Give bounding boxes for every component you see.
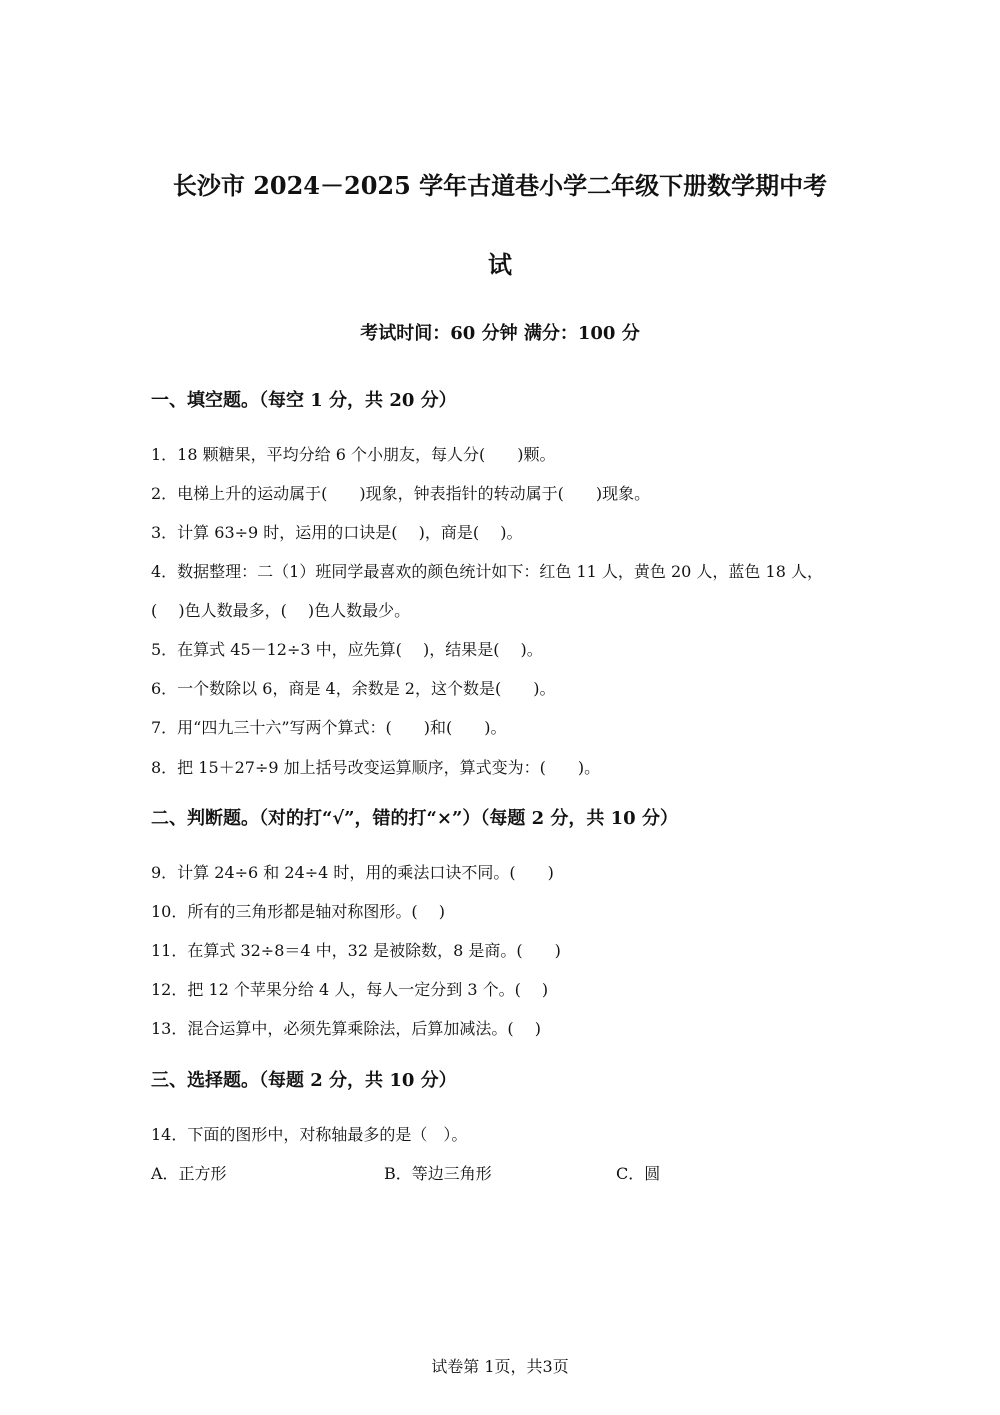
question-4-continued: ( )色人数最多，( )色人数最少。 bbox=[151, 601, 411, 620]
question-1: 1．18 颗糖果，平均分给 6 个小朋友，每人分( )颗。 bbox=[151, 445, 556, 464]
exam-title-line1: 长沙市 2024－2025 学年古道巷小学二年级下册数学期中考 bbox=[172, 171, 828, 200]
section-heading-true-false: 二、判断题。（对的打“√”，错的打“×”）（每题 2 分，共 10 分） bbox=[151, 808, 678, 829]
question-10: 10．所有的三角形都是轴对称图形。( ) bbox=[151, 902, 445, 921]
option-c: C．圆 bbox=[616, 1164, 661, 1183]
question-7: 7．用“四九三十六”写两个算式：( )和( )。 bbox=[151, 718, 507, 737]
page-footer: 试卷第 1页，共3页 bbox=[431, 1357, 569, 1376]
question-8: 8．把 15＋27÷9 加上括号改变运算顺序，算式变为：( )。 bbox=[151, 758, 601, 777]
question-9: 9．计算 24÷6 和 24÷4 时，用的乘法口诀不同。( ) bbox=[151, 863, 554, 882]
question-14: 14．下面的图形中，对称轴最多的是（ ）。 bbox=[151, 1125, 468, 1144]
question-12: 12．把 12 个苹果分给 4 人，每人一定分到 3 个。( ) bbox=[151, 980, 549, 999]
section-heading-multiple-choice: 三、选择题。（每题 2 分，共 10 分） bbox=[151, 1070, 457, 1091]
option-b: B．等边三角形 bbox=[384, 1164, 492, 1183]
question-4: 4．数据整理：二（1）班同学最喜欢的颜色统计如下：红色 11 人，黄色 20 人，蓝色 18 人， bbox=[151, 562, 823, 581]
exam-title-line2: 试 bbox=[488, 250, 512, 279]
question-11: 11．在算式 32÷8＝4 中，32 是被除数，8 是商。( ) bbox=[151, 941, 561, 960]
exam-subtitle: 考试时间：60 分钟 满分：100 分 bbox=[360, 323, 640, 344]
option-a: A．正方形 bbox=[151, 1164, 227, 1183]
question-2: 2．电梯上升的运动属于( )现象，钟表指针的转动属于( )现象。 bbox=[151, 484, 651, 503]
question-6: 6．一个数除以 6，商是 4，余数是 2，这个数是( )。 bbox=[151, 679, 556, 698]
question-13: 13．混合运算中，必须先算乘除法，后算加减法。( ) bbox=[151, 1019, 541, 1038]
question-3: 3．计算 63÷9 时，运用的口诀是( )，商是( )。 bbox=[151, 523, 523, 542]
section-heading-fill-blank: 一、填空题。（每空 1 分，共 20 分） bbox=[151, 390, 457, 411]
question-5: 5．在算式 45－12÷3 中，应先算( )，结果是( )。 bbox=[151, 640, 543, 659]
